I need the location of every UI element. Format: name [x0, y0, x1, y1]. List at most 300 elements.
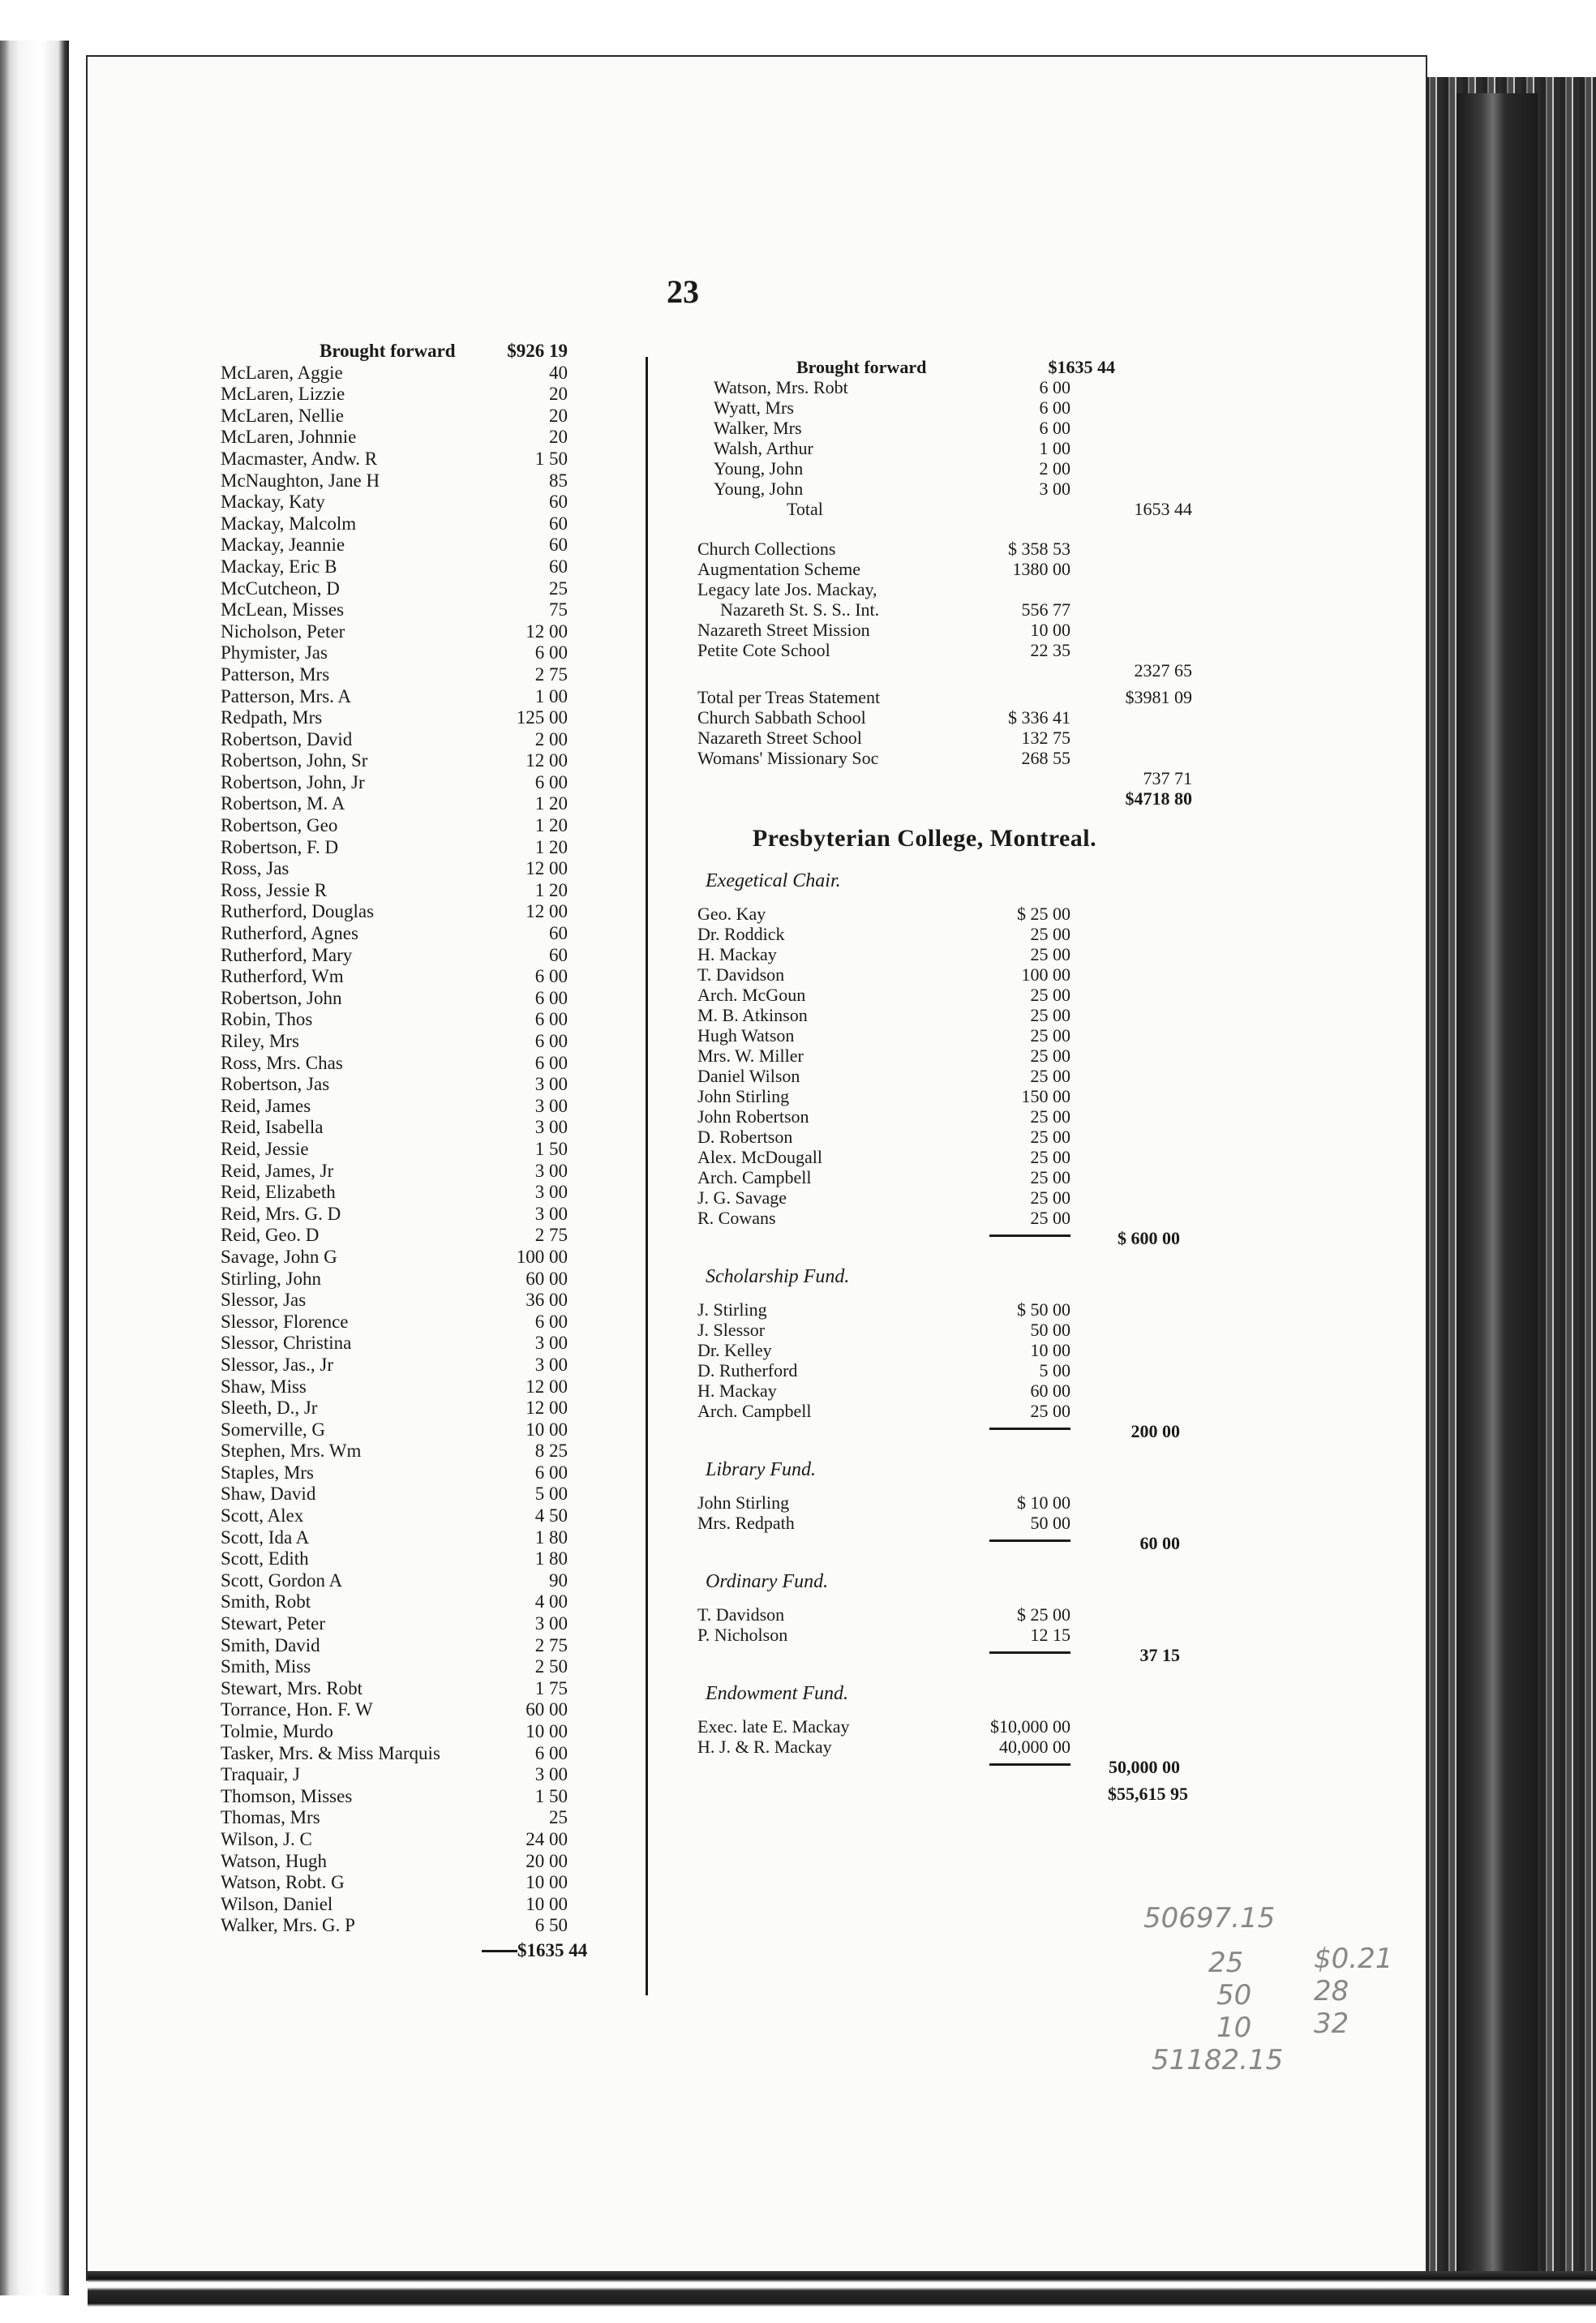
entry-name: Mackay, Jeannie — [221, 535, 345, 556]
entry-name: Nazareth Street Mission — [697, 620, 870, 640]
donor-row — [221, 1074, 568, 1096]
grand-total-row — [697, 788, 1192, 809]
entry-name: McNaughton, Jane H — [221, 470, 380, 491]
entry-name: H. Mackay — [697, 1380, 777, 1401]
entry-amount: 12 00 — [526, 1376, 568, 1397]
donor-row — [221, 1807, 568, 1829]
entry-amount: 25 00 — [1030, 1127, 1070, 1147]
donor-row — [221, 1117, 568, 1139]
entry-name: Wilson, Daniel — [221, 1893, 333, 1914]
entry-amount: 1380 00 — [1012, 559, 1070, 579]
donor-row — [221, 793, 568, 815]
book-bottom-edge — [88, 2271, 1596, 2323]
entry-name: Reid, Elizabeth — [221, 1182, 336, 1203]
book-left-edge — [0, 41, 69, 2295]
pencil-note: 25 — [1208, 1947, 1244, 1979]
entry-name: Robertson, John, Jr — [221, 771, 365, 792]
entry-amount: $ 50 00 — [1017, 1299, 1070, 1320]
donor-row — [221, 1311, 568, 1333]
entry-amount: 25 00 — [1030, 1401, 1070, 1421]
donor-row — [221, 1031, 568, 1053]
entry-name: Augmentation Scheme — [697, 559, 861, 579]
donor-row — [221, 1613, 568, 1635]
entry-amount: 5 00 — [1039, 1360, 1070, 1380]
entry-amount: 25 00 — [1030, 1066, 1070, 1086]
entry-amount: 6 00 — [534, 1742, 568, 1763]
entry-amount: 50 00 — [1030, 1320, 1070, 1340]
entry-amount: 3 00 — [534, 1764, 568, 1785]
schools-total: 737 71 — [1143, 768, 1192, 788]
pencil-note: 32 — [1314, 2007, 1349, 2040]
college-title: Presbyterian College, Montreal. — [752, 825, 1097, 852]
donor-row — [221, 1699, 568, 1721]
entry-name: Robertson, F. D — [221, 836, 339, 857]
donor-row — [221, 1203, 568, 1226]
fund-entry-row — [697, 924, 1152, 944]
fund-entry-row — [697, 964, 1152, 985]
donor-row — [221, 771, 568, 794]
entry-amount: 10 00 — [526, 1893, 568, 1914]
entry-amount: $ 25 00 — [1017, 1604, 1070, 1625]
pencil-note: $0.21 — [1314, 1943, 1393, 1975]
entry-name: Stewart, Mrs. Robt — [221, 1677, 363, 1698]
entry-name: Robertson, M. A — [221, 793, 345, 814]
schools-total-row — [697, 768, 1192, 788]
donor-row — [221, 1095, 568, 1118]
donor-row — [221, 642, 568, 664]
collection-row — [697, 640, 1152, 660]
entry-name: Petite Cote School — [697, 640, 830, 660]
fund-entry-row — [697, 1066, 1152, 1086]
brought-forward-amount: $926 19 — [507, 341, 568, 361]
entry-name: Nazareth St. S. S.. Int. — [720, 599, 880, 620]
entry-amount: 60 00 — [1030, 1380, 1070, 1401]
entry-name: Patterson, Mrs. A — [221, 685, 351, 706]
entry-name: Savage, John G — [221, 1246, 337, 1267]
donor-row — [221, 1591, 568, 1613]
fund-total: 50,000 00 — [1109, 1757, 1180, 1777]
donor-row — [221, 1785, 568, 1808]
fund-entry-row — [697, 1340, 1152, 1360]
entry-amount: 6 00 — [1039, 418, 1070, 438]
donor-row — [221, 1677, 568, 1700]
donor-row — [221, 620, 568, 643]
fund-entry-row — [697, 1360, 1152, 1380]
donor-row — [221, 1893, 568, 1916]
entry-name: Mackay, Malcolm — [221, 513, 357, 534]
donor-row — [221, 923, 568, 945]
left-column — [221, 341, 588, 1961]
fund-entry-row — [697, 1147, 1152, 1167]
fund-total-row — [697, 1757, 1180, 1777]
entry-amount: 4 00 — [534, 1591, 568, 1612]
entry-amount: 25 00 — [1030, 1167, 1070, 1187]
donor-row — [221, 944, 568, 967]
entry-amount: 1 20 — [534, 879, 568, 900]
entry-amount: 3 00 — [534, 1160, 568, 1181]
entry-name: Robin, Thos — [221, 1009, 313, 1030]
donor-row — [221, 427, 568, 449]
donor-row — [221, 1052, 568, 1075]
entry-name: Robertson, John, Sr — [221, 750, 368, 771]
donor-row — [697, 458, 1152, 479]
fund-entry-row — [697, 1380, 1152, 1401]
donor-row — [697, 418, 1152, 438]
fund-entry-row — [697, 1492, 1152, 1513]
donor-row — [221, 448, 568, 470]
donor-row — [221, 1462, 568, 1484]
entry-name: Ross, Mrs. Chas — [221, 1052, 343, 1073]
entry-amount: 25 00 — [1030, 924, 1070, 944]
entry-name: McLean, Misses — [221, 599, 345, 620]
fund-entry-row — [697, 1005, 1152, 1025]
entry-name: Phymister, Jas — [221, 642, 328, 663]
entry-name: Reid, James, Jr — [221, 1160, 334, 1181]
entry-name: McLaren, Johnnie — [221, 427, 357, 448]
entry-amount: 25 00 — [1030, 1005, 1070, 1025]
entry-amount: 1 20 — [534, 815, 568, 836]
entry-amount: 12 00 — [526, 901, 568, 922]
entry-name: Stephen, Mrs. Wm — [221, 1441, 362, 1462]
entry-name: Church Sabbath School — [697, 707, 866, 728]
fund-total-rule — [989, 1428, 1070, 1430]
fund-entry-row — [697, 1086, 1152, 1106]
donor-row — [221, 836, 568, 859]
donor-row — [221, 1915, 568, 1937]
brought-forward-row — [221, 341, 568, 363]
entry-name: Scott, Ida A — [221, 1526, 310, 1548]
fund-entry-row — [697, 1737, 1152, 1757]
entry-name: Rutherford, Agnes — [221, 923, 358, 944]
entry-amount: 85 — [549, 470, 568, 491]
entry-amount: 132 75 — [1021, 728, 1070, 748]
entry-amount: 25 00 — [1030, 1025, 1070, 1046]
entry-name: Riley, Mrs — [221, 1031, 299, 1051]
donor-row — [221, 879, 568, 902]
entry-name: Mackay, Eric B — [221, 556, 337, 577]
pencil-note: 10 — [1216, 2012, 1252, 2044]
entry-name: Mackay, Katy — [221, 492, 325, 513]
entry-amount: 25 00 — [1030, 985, 1070, 1005]
entry-amount: $10,000 00 — [990, 1716, 1070, 1737]
fund-total-rule — [989, 1651, 1070, 1654]
entry-name: Slessor, Florence — [221, 1311, 349, 1332]
donor-row — [221, 1160, 568, 1183]
donor-row — [221, 1246, 568, 1269]
entry-amount: 6 00 — [1039, 377, 1070, 397]
pencil-note: 50 — [1216, 1979, 1252, 2012]
entry-name: Mrs. Redpath — [697, 1513, 795, 1533]
entry-name: Shaw, Miss — [221, 1376, 307, 1397]
entry-amount: $ 25 00 — [1017, 904, 1070, 924]
entry-amount: 1 20 — [534, 793, 568, 814]
donor-row — [221, 1138, 568, 1161]
right-total-label: Total — [787, 499, 823, 519]
fund-entry-row — [697, 1625, 1152, 1645]
donor-row — [221, 685, 568, 708]
right-brought-forward-amount: $1635 44 — [1048, 357, 1115, 377]
entry-amount: 25 00 — [1030, 1046, 1070, 1066]
entry-amount: 3 00 — [534, 1203, 568, 1224]
entry-amount: 10 00 — [1030, 1340, 1070, 1360]
donor-row — [697, 397, 1152, 418]
entry-amount: 36 00 — [526, 1290, 568, 1311]
entry-amount: 1 50 — [534, 1785, 568, 1806]
donor-row — [221, 663, 568, 686]
entry-name: Slessor, Jas., Jr — [221, 1354, 333, 1375]
entry-name: Traquair, J — [221, 1764, 300, 1785]
entry-amount: 1 50 — [534, 1138, 568, 1159]
entry-name: Walker, Mrs — [714, 418, 802, 438]
fund-total-row — [697, 1645, 1180, 1665]
entry-amount: 3 00 — [534, 1333, 568, 1354]
entry-name: Daniel Wilson — [697, 1066, 800, 1086]
donor-row — [221, 578, 568, 600]
donor-row — [221, 987, 568, 1010]
donor-row — [221, 384, 568, 406]
fund-total-row — [697, 1533, 1180, 1553]
entry-name: Torrance, Hon. F. W — [221, 1699, 373, 1720]
entry-name: Scott, Edith — [221, 1548, 309, 1569]
donor-row — [221, 1850, 568, 1873]
left-carried-total — [221, 1939, 588, 1961]
fund-entry-row — [697, 1167, 1152, 1187]
entry-amount: 5 00 — [534, 1484, 568, 1505]
donor-row — [221, 1398, 568, 1419]
entry-name: Thomas, Mrs — [221, 1807, 320, 1828]
entry-amount: 60 00 — [526, 1268, 568, 1289]
entry-name: Young, John — [714, 479, 804, 499]
entry-name: Rutherford, Wm — [221, 966, 344, 987]
entry-amount: 3 00 — [534, 1182, 568, 1203]
entry-name: John Stirling — [697, 1086, 790, 1106]
donor-row — [221, 1441, 568, 1462]
entry-amount: $ 358 53 — [1008, 539, 1070, 559]
entry-amount: 1 20 — [534, 836, 568, 857]
entry-name: Robertson, Geo — [221, 815, 338, 836]
fund-entry-row — [697, 1401, 1152, 1421]
entry-name: Reid, Mrs. G. D — [221, 1203, 341, 1224]
fund-title: Scholarship Fund. — [706, 1266, 850, 1287]
fund-title: Endowment Fund. — [706, 1683, 848, 1704]
entry-amount: 268 55 — [1021, 748, 1070, 768]
fund-title: Library Fund. — [706, 1459, 817, 1480]
donor-row — [221, 1634, 568, 1657]
collection-row — [697, 620, 1152, 640]
entry-amount: 150 00 — [1021, 1086, 1070, 1106]
entry-name: Rutherford, Douglas — [221, 901, 375, 922]
entry-amount: 1 80 — [534, 1526, 568, 1548]
entry-amount: 60 — [549, 535, 568, 556]
entry-amount: 2 75 — [534, 1634, 568, 1655]
entry-amount: 12 00 — [526, 620, 568, 642]
entry-name: Nicholson, Peter — [221, 620, 345, 642]
entry-name: Geo. Kay — [697, 904, 766, 924]
entry-amount: 6 50 — [534, 1915, 568, 1936]
right-total-row — [697, 499, 1192, 519]
entry-name: Reid, Jessie — [221, 1138, 309, 1159]
donor-row — [221, 535, 568, 556]
entry-name: Dr. Kelley — [697, 1340, 772, 1360]
entry-amount: $ 336 41 — [1008, 707, 1070, 728]
entry-name: H. Mackay — [697, 944, 777, 964]
entry-amount: 8 25 — [534, 1441, 568, 1462]
fund-entry-row — [697, 1208, 1152, 1228]
entry-amount: 6 00 — [534, 1462, 568, 1483]
entry-amount: 1 00 — [1039, 438, 1070, 458]
donor-row — [221, 1268, 568, 1290]
entry-name: Stirling, John — [221, 1268, 321, 1289]
entry-name: Mrs. W. Miller — [697, 1046, 804, 1066]
entry-amount: 3 00 — [534, 1117, 568, 1138]
entry-name: Stewart, Peter — [221, 1613, 326, 1634]
page-number: 23 — [667, 273, 699, 310]
entry-name: McLaren, Lizzie — [221, 384, 345, 405]
collections-total: 2327 65 — [1134, 660, 1192, 681]
entry-name: Robertson, Jas — [221, 1074, 330, 1095]
entry-amount: 25 00 — [1030, 944, 1070, 964]
entry-amount: 10 00 — [526, 1721, 568, 1741]
entry-name: Slessor, Jas — [221, 1290, 307, 1311]
fund-total-rule — [989, 1234, 1070, 1237]
entry-amount: 60 — [549, 944, 568, 965]
entry-name: Macmaster, Andw. R — [221, 448, 378, 469]
entry-name: McCutcheon, D — [221, 578, 340, 599]
entry-amount: 10 00 — [526, 1872, 568, 1893]
entry-amount: 2 75 — [534, 663, 568, 685]
school-row — [697, 728, 1152, 748]
entry-amount: 4 50 — [534, 1505, 568, 1526]
pencil-note: 28 — [1314, 1975, 1349, 2007]
fund-title: Ordinary Fund. — [706, 1571, 829, 1592]
entry-amount: 1 00 — [534, 685, 568, 706]
entry-name: Reid, James — [221, 1095, 311, 1116]
entry-name: Slessor, Christina — [221, 1333, 352, 1354]
donor-row — [221, 1505, 568, 1527]
entry-amount: 10 00 — [526, 1419, 568, 1440]
entry-name: Wyatt, Mrs — [714, 397, 794, 418]
entry-name: Somerville, G — [221, 1419, 326, 1440]
brought-forward-label: Brought forward — [320, 341, 456, 361]
column-divider — [646, 357, 648, 1995]
final-total: $55,615 95 — [1108, 1784, 1188, 1804]
entry-name: McLaren, Aggie — [221, 362, 343, 383]
entry-name: Womans' Missionary Soc — [697, 748, 879, 768]
entry-name: Scott, Gordon A — [221, 1569, 343, 1591]
schools-list — [697, 707, 1152, 768]
entry-amount: 25 — [549, 578, 568, 599]
entry-amount: 6 00 — [534, 966, 568, 987]
entry-name: Watson, Robt. G — [221, 1872, 345, 1893]
entry-amount: 1 80 — [534, 1548, 568, 1569]
donor-row — [221, 1484, 568, 1505]
entry-amount: 100 00 — [1021, 964, 1070, 985]
entry-amount: 75 — [549, 599, 568, 620]
entry-name: Robertson, David — [221, 728, 353, 749]
fund-total-rule — [989, 1539, 1070, 1542]
entry-amount: 2 50 — [534, 1656, 568, 1677]
treas-label: Total per Treas Statement — [697, 687, 881, 707]
entry-name: J. G. Savage — [697, 1187, 787, 1208]
entry-name: T. Davidson — [697, 964, 785, 985]
donor-row — [221, 966, 568, 988]
entry-name: Church Collections — [697, 539, 836, 559]
fund-entry-row — [697, 904, 1152, 924]
entry-amount: 6 00 — [534, 987, 568, 1008]
donor-row — [221, 1290, 568, 1312]
donor-row — [221, 599, 568, 621]
collection-row — [697, 579, 1152, 599]
entry-amount: 24 00 — [526, 1828, 568, 1849]
fund-total-row — [697, 1421, 1180, 1441]
entry-name: John Stirling — [697, 1492, 790, 1513]
entry-amount: 12 00 — [526, 750, 568, 771]
entry-amount: 25 00 — [1030, 1147, 1070, 1167]
donor-row — [221, 750, 568, 772]
right-entries-list — [697, 377, 1152, 499]
entry-name: D. Rutherford — [697, 1360, 798, 1380]
entry-name: Scott, Alex — [221, 1505, 304, 1526]
donor-row — [221, 1419, 568, 1441]
entry-name: Ross, Jessie R — [221, 879, 327, 900]
donor-row — [221, 815, 568, 837]
entry-name: Smith, Robt — [221, 1591, 311, 1612]
entry-amount: 556 77 — [1021, 599, 1070, 620]
entry-amount: 6 00 — [1039, 397, 1070, 418]
entry-amount: 60 — [549, 923, 568, 944]
fund-total: $ 600 00 — [1118, 1228, 1180, 1248]
donor-row — [221, 1526, 568, 1549]
donor-row — [221, 405, 568, 427]
donor-row — [221, 1376, 568, 1398]
donor-row — [221, 1225, 568, 1247]
donor-row — [221, 513, 568, 535]
entry-amount: 2 00 — [534, 728, 568, 749]
entry-name: Shaw, David — [221, 1484, 316, 1505]
donor-row — [221, 707, 568, 729]
donor-row — [221, 556, 568, 578]
entry-name: R. Cowans — [697, 1208, 776, 1228]
entry-amount: 12 00 — [526, 1398, 568, 1419]
fund-entry-row — [697, 985, 1152, 1005]
entry-amount: 22 35 — [1030, 640, 1070, 660]
fund-total: 60 00 — [1139, 1533, 1180, 1553]
fund-entry-row — [697, 1320, 1152, 1340]
donor-row — [221, 1569, 568, 1592]
collections-list — [697, 539, 1152, 660]
fund-entry-row — [697, 1127, 1152, 1147]
donor-row — [221, 1764, 568, 1786]
entry-amount: 10 00 — [1030, 620, 1070, 640]
entry-amount: 3 00 — [534, 1613, 568, 1634]
entry-name: Rutherford, Mary — [221, 944, 353, 965]
entry-name: Watson, Hugh — [221, 1850, 328, 1871]
donor-row — [697, 479, 1152, 499]
entry-name: M. B. Atkinson — [697, 1005, 808, 1025]
entry-amount: 3 00 — [1039, 479, 1070, 499]
entry-amount: 6 00 — [534, 1052, 568, 1073]
entry-name: Nazareth Street School — [697, 728, 862, 748]
right-brought-forward-label: Brought forward — [796, 357, 927, 377]
entry-amount: 2 00 — [1039, 458, 1070, 479]
entry-name: T. Davidson — [697, 1604, 785, 1625]
entry-name: Thomson, Misses — [221, 1785, 353, 1806]
right-brought-forward-row — [697, 357, 1152, 377]
entry-name: Sleeth, D., Jr — [221, 1398, 318, 1419]
donor-row — [221, 492, 568, 513]
entry-name: Patterson, Mrs — [221, 663, 330, 685]
entry-amount: 20 — [549, 405, 568, 426]
